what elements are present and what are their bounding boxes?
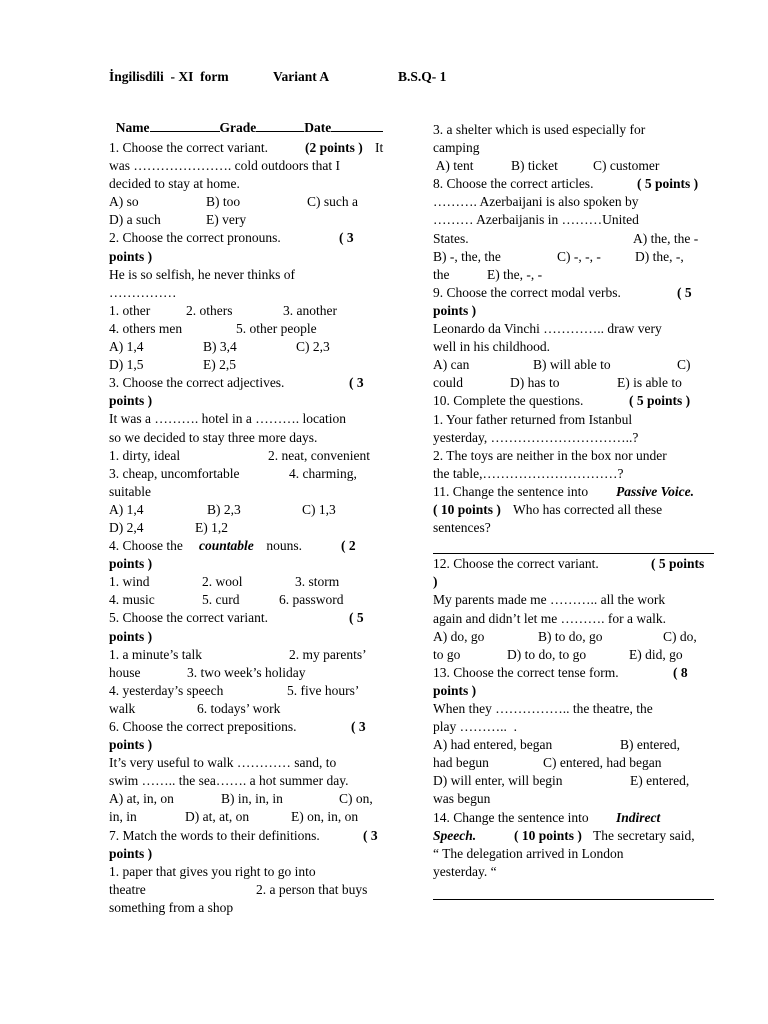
text-segment: swim …….. the sea……. a hot summer day. bbox=[109, 773, 349, 789]
text-line bbox=[109, 682, 391, 700]
text-line bbox=[109, 736, 391, 754]
header-variant: Variant A bbox=[273, 69, 330, 84]
text-segment: 1. other bbox=[109, 302, 151, 318]
text-segment: E) very bbox=[206, 212, 247, 228]
text-segment: D) has to bbox=[510, 375, 560, 391]
text-line bbox=[109, 410, 391, 428]
text-segment: “ The delegation arrived in London bbox=[433, 845, 624, 861]
text-segment: A) had entered, began bbox=[433, 737, 553, 753]
text-segment: to go bbox=[433, 646, 461, 662]
text-segment: 11. Change the sentence into bbox=[433, 483, 592, 499]
text-segment: points ) bbox=[109, 845, 153, 861]
left-column bbox=[109, 139, 391, 917]
text-segment: 2. others bbox=[186, 302, 233, 318]
text-line bbox=[433, 863, 715, 881]
text-line bbox=[109, 863, 391, 881]
text-segment: 2. my parents’ bbox=[289, 646, 367, 662]
text-segment: D) 1,5 bbox=[109, 357, 144, 373]
text-segment: D) to do, to go bbox=[507, 646, 587, 662]
text-segment: It bbox=[375, 140, 384, 155]
date-label: Date bbox=[304, 120, 332, 135]
text-segment: 13. Choose the correct tense form. bbox=[433, 664, 619, 680]
text-line bbox=[109, 628, 391, 646]
text-segment: 7. Match the words to their definitions. bbox=[109, 827, 320, 843]
text-line bbox=[433, 736, 715, 754]
text-segment: 1. Your father returned from Istanbul bbox=[433, 411, 633, 427]
text-segment: A) do, go bbox=[433, 628, 485, 644]
text-segment: theatre bbox=[109, 881, 146, 897]
text-line bbox=[433, 266, 715, 284]
text-segment: 3. storm bbox=[295, 574, 340, 590]
text-segment: D) a such bbox=[109, 212, 161, 228]
text-segment: B) 3,4 bbox=[203, 339, 237, 355]
text-segment: ( 5 bbox=[677, 284, 692, 300]
text-segment: ( 3 bbox=[339, 230, 354, 246]
text-line bbox=[433, 284, 715, 302]
text-segment: 1. paper that gives you right to go into bbox=[109, 863, 316, 879]
text-segment: B) 2,3 bbox=[207, 501, 241, 517]
text-segment: 5. other people bbox=[236, 320, 317, 336]
name-label: Name bbox=[115, 120, 150, 135]
right-column bbox=[433, 121, 715, 881]
text-segment: …………… bbox=[109, 284, 177, 300]
text-segment: 5. Choose the correct variant. bbox=[109, 610, 268, 626]
text-line bbox=[109, 374, 391, 392]
text-line bbox=[109, 392, 391, 410]
text-segment: C) 1,3 bbox=[302, 501, 336, 517]
text-segment: Passive Voice. bbox=[616, 483, 694, 499]
text-line bbox=[433, 772, 715, 790]
text-segment: something from a shop bbox=[109, 899, 234, 915]
text-segment: 1. dirty, ideal bbox=[109, 447, 181, 463]
answer-line-11[interactable] bbox=[433, 553, 714, 554]
text-line bbox=[433, 790, 715, 808]
text-segment: A) so bbox=[109, 194, 139, 210]
text-segment: 3. a shelter which is used especially for bbox=[433, 122, 646, 137]
text-segment: walk bbox=[109, 700, 136, 716]
text-segment: E) entered, bbox=[630, 773, 690, 789]
text-line bbox=[433, 555, 715, 573]
text-segment: 1. wind bbox=[109, 574, 150, 590]
text-line bbox=[109, 772, 391, 790]
text-line bbox=[433, 628, 715, 646]
text-line bbox=[433, 718, 715, 736]
answer-line-14[interactable] bbox=[433, 899, 714, 900]
text-line bbox=[109, 646, 391, 664]
text-segment: ( 3 bbox=[363, 827, 378, 843]
text-segment: suitable bbox=[109, 483, 151, 499]
text-segment: E) 2,5 bbox=[203, 357, 236, 373]
text-line bbox=[109, 338, 391, 356]
text-segment: Speech. bbox=[433, 827, 477, 843]
text-line bbox=[433, 230, 715, 248]
text-segment: decided to stay at home. bbox=[109, 176, 240, 192]
text-segment: ) bbox=[433, 574, 438, 590]
text-segment: ( 5 points bbox=[651, 556, 705, 572]
text-line bbox=[433, 519, 715, 537]
text-segment: ( 3 bbox=[351, 719, 366, 734]
text-line bbox=[109, 573, 391, 591]
text-segment: B) too bbox=[206, 194, 241, 210]
text-line bbox=[109, 248, 391, 266]
text-line bbox=[109, 266, 391, 284]
grade-blank[interactable] bbox=[256, 131, 304, 132]
text-segment: ( 5 bbox=[349, 610, 364, 626]
text-segment: 5. five hours’ bbox=[287, 682, 360, 698]
text-line bbox=[109, 447, 391, 465]
text-segment: yesterday, …………………………..? bbox=[433, 429, 639, 445]
text-line bbox=[433, 139, 715, 157]
text-segment: 1. Choose the correct variant. bbox=[109, 140, 279, 155]
text-line bbox=[109, 211, 391, 229]
text-line bbox=[109, 302, 391, 320]
text-segment: B) will able to bbox=[533, 357, 611, 373]
text-segment: 4. yesterday’s speech bbox=[109, 682, 224, 698]
text-segment: points ) bbox=[109, 556, 153, 572]
text-line bbox=[109, 664, 391, 682]
text-line bbox=[109, 899, 391, 917]
text-segment: 9. Choose the correct modal verbs. bbox=[433, 284, 621, 300]
text-line bbox=[109, 483, 391, 501]
text-segment: B) -, the, the bbox=[433, 248, 501, 264]
text-segment: well in his childhood. bbox=[433, 339, 550, 355]
text-line bbox=[433, 193, 715, 211]
text-segment: A) can bbox=[433, 357, 470, 373]
text-segment: nouns. bbox=[263, 538, 303, 554]
text-segment: B) ticket bbox=[511, 158, 558, 174]
text-line bbox=[433, 411, 715, 429]
text-segment: C) -, -, - bbox=[557, 248, 601, 264]
text-segment: He is so selfish, he never thinks of bbox=[109, 266, 295, 282]
text-segment: 3. two week’s holiday bbox=[187, 664, 306, 680]
text-line bbox=[433, 465, 715, 483]
text-segment: points ) bbox=[109, 628, 153, 644]
text-segment: 4. others men bbox=[109, 320, 183, 336]
text-line bbox=[109, 700, 391, 718]
text-line bbox=[433, 809, 715, 827]
text-segment: 2. Choose the correct pronouns. bbox=[109, 230, 281, 246]
text-segment: When they …………….. the theatre, the bbox=[433, 701, 653, 716]
text-segment: in, in bbox=[109, 809, 137, 825]
text-segment: play ……….. . bbox=[433, 719, 517, 735]
text-line bbox=[433, 338, 715, 356]
text-line bbox=[109, 284, 391, 302]
text-segment: camping bbox=[433, 140, 480, 156]
text-segment: Leonardo da Vinchi ………….. draw very bbox=[433, 321, 662, 337]
text-segment: house bbox=[109, 664, 141, 680]
text-segment: ( 8 bbox=[673, 664, 688, 680]
text-line bbox=[433, 211, 715, 229]
text-line bbox=[433, 175, 715, 193]
text-line bbox=[433, 700, 715, 718]
text-segment: E) is able to bbox=[617, 375, 682, 391]
text-line bbox=[433, 302, 715, 320]
text-line bbox=[109, 754, 391, 772]
date-blank[interactable] bbox=[331, 131, 383, 132]
text-segment: C) entered, had began bbox=[543, 755, 662, 771]
text-line bbox=[433, 356, 715, 374]
text-line bbox=[433, 121, 715, 139]
text-segment: sentences? bbox=[433, 520, 491, 536]
text-segment: Indirect bbox=[616, 809, 661, 825]
text-line bbox=[109, 519, 391, 537]
text-segment: C) 2,3 bbox=[296, 339, 330, 355]
text-segment: ( 2 bbox=[341, 538, 356, 554]
text-segment: the table,…………………………? bbox=[433, 465, 624, 481]
text-segment: so we decided to stay three more days. bbox=[109, 429, 318, 445]
text-line bbox=[433, 501, 715, 519]
text-segment: was …………………. cold outdoors that I bbox=[109, 158, 340, 174]
text-line bbox=[433, 320, 715, 338]
text-line bbox=[109, 881, 391, 899]
text-segment: 5. curd bbox=[202, 592, 240, 608]
text-line bbox=[109, 465, 391, 483]
text-segment: C) do, bbox=[663, 628, 697, 644]
text-segment: 1. a minute’s talk bbox=[109, 646, 202, 662]
text-segment: It’s very useful to walk ………… sand, to bbox=[109, 755, 337, 771]
name-blank[interactable] bbox=[150, 131, 220, 132]
text-segment: D) will enter, will begin bbox=[433, 773, 563, 789]
text-segment: 6. Choose the correct prepositions. bbox=[109, 719, 297, 734]
text-segment: C) such a bbox=[307, 194, 358, 210]
text-line bbox=[109, 808, 391, 826]
text-line bbox=[433, 392, 715, 410]
text-segment: the bbox=[433, 266, 450, 282]
text-segment: B) in, in, in bbox=[221, 791, 283, 807]
text-segment: 6. password bbox=[279, 592, 344, 608]
text-segment: A) tent bbox=[433, 158, 474, 174]
text-segment: 2. neat, convenient bbox=[268, 447, 370, 463]
text-line bbox=[433, 827, 715, 845]
text-segment: 2. a person that buys bbox=[256, 881, 368, 897]
text-line bbox=[433, 845, 715, 863]
text-segment: 3. Choose the correct adjectives. bbox=[109, 375, 285, 391]
text-segment: countable bbox=[199, 538, 254, 554]
text-line bbox=[433, 248, 715, 266]
text-line bbox=[433, 429, 715, 447]
text-line bbox=[109, 229, 391, 247]
text-segment: had begun bbox=[433, 755, 489, 771]
text-line bbox=[433, 664, 715, 682]
text-segment: C) on, bbox=[339, 791, 373, 807]
text-segment: points ) bbox=[109, 248, 153, 264]
text-line bbox=[433, 682, 715, 700]
text-segment: ( 5 points ) bbox=[629, 393, 691, 409]
text-segment: 4. Choose the bbox=[109, 538, 187, 554]
text-line bbox=[433, 447, 715, 465]
text-line bbox=[109, 537, 391, 555]
text-segment: E) on, in, on bbox=[291, 809, 359, 825]
text-segment: was begun bbox=[433, 791, 491, 807]
text-segment: D) the, -, bbox=[635, 248, 684, 264]
text-segment: A) 1,4 bbox=[109, 501, 144, 517]
text-line bbox=[109, 845, 391, 863]
text-line bbox=[433, 646, 715, 664]
text-line bbox=[109, 609, 391, 627]
text-segment: again and didn’t let me ………. for a walk. bbox=[433, 610, 666, 626]
text-line bbox=[109, 501, 391, 519]
text-segment: points ) bbox=[433, 682, 477, 698]
text-segment: ( 5 points ) bbox=[637, 176, 699, 192]
text-segment: B) entered, bbox=[620, 737, 680, 753]
text-segment: E) did, go bbox=[629, 646, 683, 662]
text-segment: States. bbox=[433, 230, 469, 246]
text-segment: ( 3 bbox=[349, 375, 364, 391]
text-segment: 6. todays’ work bbox=[197, 700, 281, 716]
text-segment: The secretary said, bbox=[593, 827, 695, 843]
text-segment: points ) bbox=[109, 737, 153, 753]
text-line bbox=[109, 429, 391, 447]
text-line bbox=[433, 610, 715, 628]
text-line bbox=[109, 591, 391, 609]
text-segment: (2 points ) bbox=[305, 140, 363, 155]
text-segment: 2. The toys are neither in the box nor under bbox=[433, 447, 667, 463]
text-segment: 3. cheap, uncomfortable bbox=[109, 465, 240, 481]
text-line bbox=[433, 573, 715, 591]
text-line bbox=[109, 139, 391, 157]
text-segment: B) to do, go bbox=[538, 628, 603, 644]
text-segment: 12. Choose the correct variant. bbox=[433, 556, 599, 572]
text-segment: yesterday. “ bbox=[433, 863, 497, 879]
text-segment: points ) bbox=[433, 302, 477, 318]
text-line bbox=[109, 718, 391, 736]
text-segment: E) 1,2 bbox=[195, 519, 228, 535]
text-line bbox=[433, 157, 715, 175]
text-segment: Who has corrected all these bbox=[513, 501, 663, 517]
text-segment: ……… Azerbaijanis in ………United bbox=[433, 212, 639, 228]
text-segment: 14. Change the sentence into bbox=[433, 809, 592, 825]
text-segment: My parents made me ……….. all the work bbox=[433, 592, 666, 608]
text-segment: E) the, -, - bbox=[487, 266, 543, 282]
name-grade-date-line bbox=[109, 104, 383, 136]
text-segment: A) 1,4 bbox=[109, 339, 144, 355]
text-line bbox=[433, 754, 715, 772]
text-line bbox=[109, 157, 391, 175]
grade-label: Grade bbox=[219, 120, 257, 135]
text-segment: A) the, the - bbox=[633, 230, 699, 246]
text-line bbox=[433, 483, 715, 501]
text-segment: 8. Choose the correct articles. bbox=[433, 176, 594, 192]
text-line bbox=[433, 374, 715, 392]
text-segment: C) bbox=[677, 357, 691, 373]
text-line bbox=[109, 356, 391, 374]
text-line bbox=[433, 591, 715, 609]
text-segment: D) 2,4 bbox=[109, 519, 144, 535]
text-line bbox=[109, 193, 391, 211]
text-segment: ( 10 points ) bbox=[514, 827, 582, 843]
text-segment: A) at, in, on bbox=[109, 791, 174, 807]
text-line bbox=[109, 827, 391, 845]
text-line bbox=[109, 790, 391, 808]
text-line bbox=[109, 320, 391, 338]
text-segment: 2. wool bbox=[202, 574, 243, 590]
text-segment: could bbox=[433, 375, 463, 391]
text-line bbox=[109, 555, 391, 573]
text-line bbox=[109, 175, 391, 193]
text-segment: 4. music bbox=[109, 592, 155, 608]
text-segment: D) at, at, on bbox=[185, 809, 250, 825]
header-subject: İngilisdili - XI form bbox=[109, 69, 229, 84]
text-segment: 3. another bbox=[283, 302, 337, 318]
header-code: B.S.Q- 1 bbox=[398, 69, 447, 84]
text-segment: 4. charming, bbox=[289, 465, 357, 481]
text-segment: ………. Azerbaijani is also spoken by bbox=[433, 194, 639, 210]
text-segment: 10. Complete the questions. bbox=[433, 393, 584, 409]
text-segment: It was a ………. hotel in a ………. location bbox=[109, 411, 346, 427]
text-segment: C) customer bbox=[593, 158, 660, 174]
text-segment: points ) bbox=[109, 393, 153, 409]
text-segment: ( 10 points ) bbox=[433, 501, 501, 517]
